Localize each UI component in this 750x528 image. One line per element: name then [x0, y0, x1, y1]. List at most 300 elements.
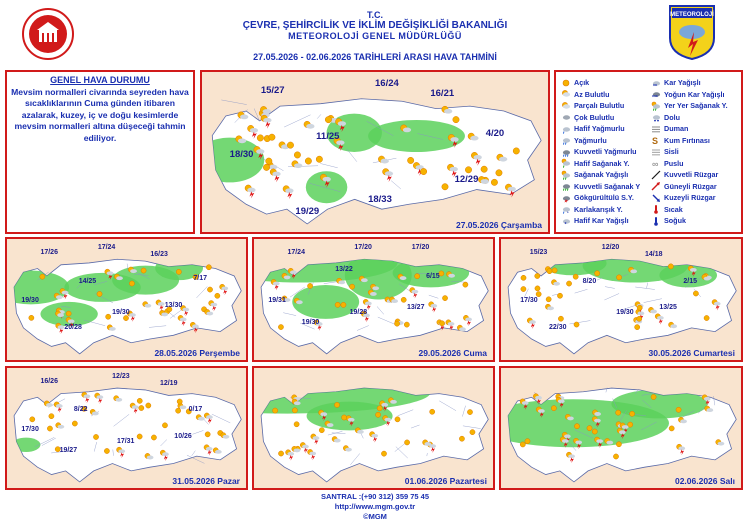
cloud-icon — [594, 412, 601, 416]
sun-icon — [404, 440, 409, 445]
sun-icon — [558, 316, 563, 321]
legend-label: Parçalı Bulutlu — [574, 101, 625, 111]
turkey-map — [254, 239, 493, 360]
temperature-label: 19/30 — [21, 297, 39, 305]
sun-icon — [266, 158, 272, 164]
legend-item — [561, 169, 640, 181]
temperature-label: 13/22 — [335, 265, 353, 273]
sun-icon — [491, 179, 497, 185]
legend-label: Gökgürültülü S.Y. — [574, 193, 634, 203]
sun-icon — [513, 148, 519, 154]
map-0528 — [5, 237, 248, 362]
legend — [554, 70, 743, 234]
sun-icon — [206, 265, 211, 270]
map-date: 30.05.2026 Cumartesi — [648, 348, 735, 358]
sun-icon — [104, 448, 109, 453]
cloud-icon — [680, 419, 687, 423]
snow-heavy-icon — [651, 89, 661, 99]
sun-icon — [177, 399, 182, 404]
sun-icon — [637, 305, 642, 310]
cloud-icon — [650, 310, 657, 314]
sun-icon — [123, 315, 128, 320]
temperature-label: 16/26 — [40, 377, 58, 385]
temperature-label: 18/30 — [229, 148, 254, 160]
rain-heavy-icon — [561, 147, 571, 157]
cloud-icon — [470, 136, 478, 141]
map-0602 — [499, 366, 743, 490]
cloud-icon — [294, 448, 301, 452]
sun-icon — [520, 442, 525, 447]
temperature-label: 19/28 — [349, 309, 368, 317]
cloud-icon — [567, 416, 574, 420]
sun-icon — [535, 273, 540, 278]
sun-icon — [294, 422, 299, 427]
sun-icon — [394, 321, 399, 326]
sun-icon — [49, 414, 54, 419]
sun-icon — [551, 406, 556, 411]
cloud-icon — [198, 417, 205, 421]
legend-item — [651, 204, 728, 216]
sun-icon — [561, 78, 571, 88]
legend-item — [651, 112, 728, 124]
legend-label: Puslu — [664, 158, 684, 168]
shower-local-icon — [651, 101, 661, 111]
temperature-label: 4/20 — [485, 128, 505, 139]
temperature-label: 13/25 — [659, 304, 677, 312]
cloud-icon — [223, 435, 230, 439]
sun-icon — [287, 142, 293, 148]
sun-icon — [407, 157, 413, 163]
map-date: 02.06.2026 Salı — [674, 476, 735, 486]
temperature-label: 13/30 — [164, 301, 183, 309]
legend-item — [651, 181, 728, 193]
svg-text:*: * — [567, 210, 569, 215]
sun-icon — [141, 268, 146, 273]
sun-icon — [668, 264, 673, 269]
svg-text:*: * — [564, 221, 567, 226]
cloud-icon — [381, 159, 389, 164]
cloud-icon — [630, 269, 637, 273]
legend-item — [651, 89, 728, 101]
cloud-icon — [670, 324, 677, 328]
sun-icon — [574, 322, 579, 327]
legend-label: Kuzeyli Rüzgar — [664, 193, 716, 203]
legend-label: Hafif Kar Yağışlı — [574, 216, 629, 226]
temperature-label: 8/20 — [582, 277, 597, 285]
sun-icon — [592, 429, 597, 434]
sun-icon — [616, 410, 621, 415]
header-ministry: ÇEVRE, ŞEHİRCİLİK VE İKLİM DEĞİŞİKLİĞİ BAKANLIĞI — [242, 20, 508, 31]
turkey-map — [7, 368, 246, 488]
map-date: 28.05.2026 Perşembe — [154, 348, 240, 358]
sun-icon — [205, 432, 210, 437]
temperature-label: 6/15 — [426, 272, 440, 280]
sun-icon — [93, 434, 98, 439]
sun-icon — [319, 428, 324, 433]
sandstorm-icon — [651, 135, 661, 145]
cloud-icon — [294, 163, 302, 168]
footer-copyright: ©MGM — [363, 512, 387, 521]
smoke-icon — [651, 124, 661, 134]
temperature-label: 8/22 — [73, 406, 88, 414]
sun-icon — [176, 408, 181, 413]
cloud-icon — [147, 456, 154, 460]
legend-item — [651, 77, 728, 89]
legend-item — [651, 123, 728, 135]
cloud-icon — [391, 299, 398, 303]
legend-item — [561, 89, 640, 101]
sun-icon — [547, 269, 552, 274]
legend-label: Dolu — [664, 112, 680, 122]
cloud-icon — [56, 295, 63, 299]
legend-item — [651, 158, 728, 170]
legend-item — [561, 135, 640, 147]
shower-heavy-icon — [561, 181, 571, 191]
temperature-label: 16/21 — [430, 88, 455, 99]
cloud-icon — [180, 405, 187, 409]
sun-icon — [30, 417, 35, 422]
cloud-icon — [718, 442, 725, 446]
temperature-label: 7/17 — [193, 275, 208, 283]
sun-icon — [146, 403, 151, 408]
sun-icon — [316, 156, 322, 162]
svg-text:**: ** — [653, 83, 657, 88]
temperature-label: 20/28 — [64, 323, 82, 331]
sun-icon — [536, 292, 541, 297]
sun-icon — [521, 275, 526, 280]
shower-light-icon — [561, 158, 571, 168]
map-date: 01.06.2026 Pazartesi — [404, 476, 487, 486]
general-weather-box — [5, 70, 195, 234]
temperature-label: 17/30 — [520, 297, 538, 305]
footer-url[interactable]: http://www.mgm.gov.tr — [334, 502, 416, 511]
sun-icon — [72, 421, 77, 426]
snow-icon — [651, 78, 661, 88]
legend-label: Sisli — [664, 147, 679, 157]
turkey-map — [7, 239, 246, 360]
temperature-label: 11/25 — [316, 131, 340, 143]
map-date: 29.05.2026 Cuma — [418, 348, 487, 358]
cloud-icon — [704, 277, 711, 281]
sun-icon — [704, 315, 709, 320]
legend-item — [561, 146, 640, 158]
sun-icon — [263, 164, 269, 170]
temperature-label: 22/30 — [549, 323, 567, 331]
haze-icon — [651, 158, 661, 168]
sun-icon — [137, 398, 142, 403]
temperature-label: 12/23 — [112, 372, 130, 380]
map-0531 — [5, 366, 248, 490]
temperature-label: 14/25 — [78, 277, 97, 285]
sun-icon — [341, 302, 346, 307]
sun-icon — [635, 325, 640, 330]
sun-icon — [176, 269, 181, 274]
cloud-icon — [57, 313, 64, 317]
sun-icon — [350, 284, 355, 289]
meteoroloji-logo — [668, 4, 716, 60]
cloud-icon — [400, 276, 407, 280]
sun-icon — [629, 411, 634, 416]
sun-icon — [453, 116, 459, 122]
temperature-label: 15/27 — [260, 84, 285, 96]
legend-item — [561, 181, 640, 193]
temperature-label: 2/15 — [683, 277, 698, 285]
sun-icon — [162, 423, 167, 428]
header-line-1: T.C. — [366, 10, 383, 20]
legend-left-column — [561, 77, 640, 227]
legend-label: Duman — [664, 124, 689, 134]
legend-label: Kuvvetli Yağmurlu — [574, 147, 637, 157]
temperature-label: 12/29 — [454, 174, 479, 186]
sun-icon — [401, 297, 406, 302]
sun-icon — [106, 314, 111, 319]
map-date: 31.05.2026 Pazar — [172, 476, 240, 486]
sun-icon — [535, 286, 540, 291]
temperature-label: 19/27 — [59, 447, 78, 455]
sun-icon — [334, 402, 339, 407]
cloud-icon — [130, 269, 137, 273]
cloud-icon — [345, 448, 352, 452]
footer — [0, 492, 750, 522]
sun-icon — [294, 152, 300, 158]
turkey-map — [254, 368, 493, 488]
cloud-icon — [459, 327, 466, 331]
cloud-icon — [116, 276, 123, 280]
cloud-icon — [606, 441, 613, 445]
temperature-label: 16/23 — [150, 251, 168, 259]
cloud-icon — [357, 430, 364, 434]
legend-item — [561, 100, 640, 112]
cloud-icon — [144, 304, 151, 308]
legend-item — [651, 135, 728, 147]
legend-item — [651, 215, 728, 227]
sun-icon — [463, 282, 468, 287]
sun-icon — [420, 168, 426, 174]
sun-icon — [47, 426, 52, 431]
legend-label: Kuvvetli Rüzgar — [664, 170, 719, 180]
temperature-label: 17/26 — [40, 248, 58, 256]
sun-icon — [375, 412, 380, 417]
sun-icon — [467, 409, 472, 414]
snow-light-icon — [561, 216, 571, 226]
shower-icon — [561, 170, 571, 180]
sun-icon — [137, 434, 142, 439]
sun-icon — [139, 405, 144, 410]
cloud-icon — [706, 408, 713, 412]
cloud-icon — [361, 278, 368, 282]
temperature-label: 19/30 — [301, 318, 320, 326]
wind-south-icon — [651, 181, 661, 191]
sun-icon — [439, 321, 444, 326]
temperature-label: 18/33 — [368, 193, 392, 205]
legend-label: Hafif Yağmurlu — [574, 124, 625, 134]
legend-item — [651, 192, 728, 204]
sun-icon — [307, 283, 312, 288]
legend-label: Kar Yağışlı — [664, 78, 701, 88]
legend-label: Karlakarışık Y. — [574, 204, 623, 214]
cloud-icon — [46, 403, 53, 407]
svg-text:∞: ∞ — [652, 159, 659, 169]
sun-icon — [616, 275, 621, 280]
cloud-icon — [561, 112, 571, 122]
cloud-icon — [334, 439, 341, 443]
sun-icon — [29, 315, 34, 320]
wind-north-icon — [651, 193, 661, 203]
legend-item — [561, 158, 640, 170]
cloud-icon — [370, 292, 377, 296]
thunder-icon — [561, 193, 571, 203]
cloud-icon — [547, 306, 554, 310]
map-date: 27.05.2026 Çarşamba — [455, 220, 542, 230]
cloud-icon — [553, 282, 560, 286]
turkey-map — [501, 368, 741, 488]
legend-label: Sağanak Yağışlı — [574, 170, 629, 180]
legend-item — [651, 146, 728, 158]
sun-icon — [676, 407, 681, 412]
sun-icon — [305, 158, 311, 164]
map-0527 — [200, 70, 550, 234]
sun-icon — [395, 417, 400, 422]
sun-icon — [430, 409, 435, 414]
sun-icon — [381, 451, 386, 456]
footer-phone: SANTRAL :(+90 312) 359 75 45 — [320, 492, 430, 501]
cloud-icon — [263, 109, 271, 114]
cold-icon — [651, 216, 661, 226]
sun-icon — [651, 394, 656, 399]
temperature-label: 17/31 — [116, 437, 135, 445]
sun-icon — [335, 302, 340, 307]
legend-label: Güneyli Rüzgar — [664, 181, 717, 191]
sun-icon — [595, 271, 600, 276]
legend-label: Kum Fırtınası — [664, 135, 710, 145]
cloud-icon — [372, 286, 379, 290]
sun-icon — [273, 408, 278, 413]
temperature-label: 10/26 — [174, 432, 192, 440]
sun-icon — [637, 316, 642, 321]
temperature-label: 17/20 — [354, 243, 372, 251]
general-weather-text: Mevsim normalleri civarında seyreden hava sıcaklıklarının Cuma günden itibaren azalarak, kuzey, iç ve doğu kesimlerde mevsim normalleri altına düşeceği tahmin ediliyor. — [11, 87, 189, 143]
sun-icon — [616, 442, 621, 447]
cloud-icon — [403, 127, 411, 132]
sun-icon — [442, 296, 447, 301]
cloud-icon — [424, 442, 431, 446]
fog-icon — [651, 147, 661, 157]
sun-icon — [257, 135, 263, 141]
sun-cloud-icon — [561, 101, 571, 111]
cloud-icon — [284, 275, 291, 279]
map-0530 — [499, 237, 743, 362]
rain-light-icon — [561, 124, 571, 134]
legend-item — [651, 100, 728, 112]
cloud-icon — [499, 157, 507, 162]
svg-text:***: *** — [652, 95, 658, 100]
temperature-label: 19/30 — [616, 309, 634, 317]
sun-icon — [613, 454, 618, 459]
legend-item — [561, 192, 640, 204]
sun-icon — [546, 297, 551, 302]
sun-icon — [325, 116, 331, 122]
sun-icon — [693, 291, 698, 296]
temperature-label: 13/27 — [406, 304, 425, 312]
legend-item — [561, 77, 640, 89]
cloud-icon — [109, 327, 116, 331]
header — [0, 0, 750, 68]
sun-icon — [496, 170, 502, 176]
sun-icon — [278, 324, 283, 329]
sun-icon — [151, 435, 156, 440]
cloud-icon — [215, 450, 222, 454]
legend-item — [561, 123, 640, 135]
sun-icon — [465, 167, 471, 173]
sun-icon — [207, 287, 212, 292]
cloud-icon — [448, 274, 455, 278]
cloud-icon — [338, 280, 345, 284]
sun-icon — [97, 291, 102, 296]
sun-icon — [574, 424, 579, 429]
sun-icon — [278, 451, 283, 456]
cloud-icon — [58, 425, 65, 429]
rain-icon — [561, 135, 571, 145]
legend-label: Açık — [574, 78, 590, 88]
temperature-label: 19/30 — [112, 309, 130, 317]
sun-icon — [342, 415, 347, 420]
cloud-icon — [294, 401, 301, 405]
logo-text: METEOROLOJİ — [670, 12, 714, 18]
wind-icon — [651, 170, 661, 180]
sun-icon — [525, 439, 530, 444]
header-directorate: METEOROLOJİ GENEL MÜDÜRLÜĞÜ — [288, 31, 462, 41]
cloud-icon — [161, 312, 168, 316]
cloud-icon — [240, 115, 248, 120]
temperature-label: 16/24 — [375, 78, 399, 90]
temperature-label: 14/18 — [645, 251, 663, 259]
sun-icon — [552, 268, 557, 273]
cloud-icon — [390, 400, 397, 404]
legend-label: Yoğun Kar Yağışlı — [664, 89, 725, 99]
sun-icon — [587, 426, 592, 431]
hot-icon — [651, 204, 661, 214]
sun-cloud-icon — [561, 89, 571, 99]
map-0601 — [252, 366, 495, 490]
general-weather-title: GENEL HAVA DURUMU — [50, 75, 150, 85]
sun-icon — [292, 408, 297, 413]
sun-icon — [566, 281, 571, 286]
cloud-icon — [296, 300, 303, 304]
temperature-label: 17/20 — [411, 243, 430, 251]
temperature-label: 17/30 — [21, 425, 39, 433]
temperature-label: 17/24 — [97, 243, 116, 251]
legend-label: Sıcak — [664, 204, 683, 214]
cloud-icon — [115, 398, 122, 402]
sun-icon — [442, 184, 448, 190]
legend-label: Yer Yer Sağanak Y. — [664, 101, 728, 111]
legend-right-column — [651, 77, 728, 227]
sun-icon — [415, 274, 420, 279]
legend-label: Çok Bulutlu — [574, 112, 615, 122]
legend-item — [561, 204, 640, 216]
temperature-label: 17/24 — [287, 248, 305, 256]
legend-label: Soğuk — [664, 216, 686, 226]
temperature-label: 12/20 — [601, 243, 620, 251]
sleet-icon — [561, 204, 571, 214]
temperature-label: 19/31 — [268, 297, 286, 305]
legend-label: Az Bulutlu — [574, 89, 610, 99]
header-date-range: 27.05.2026 - 02.06.2026 TARİHLERİ ARASI HAVA TAHMİNİ — [253, 52, 497, 62]
temperature-label: 19/29 — [295, 206, 320, 218]
legend-label: Hafif Sağanak Y. — [574, 158, 630, 168]
sun-icon — [573, 274, 578, 279]
cloud-icon — [92, 411, 99, 415]
